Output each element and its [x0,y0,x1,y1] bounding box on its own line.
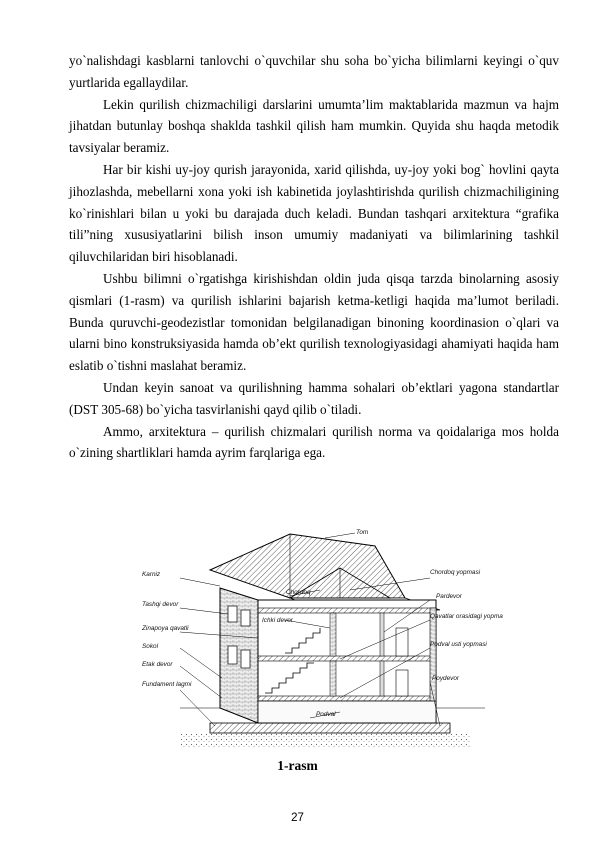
label-zinapoya: Zinapoya qavatli [142,625,189,632]
text-body [69,50,559,464]
label-podval-yopmasi: Podval usti yopmasi [430,641,487,648]
label-tom: Tom [356,529,369,536]
paragraph-5: Undan keyin sanoat va qurilishning hamma sohalari ob’ektlari yagona standartlar (DST 305-68) bo`yicha tasvirlanishi qayd qilib o`tiladi. [69,379,559,417]
building-cutaway-figure [140,528,503,750]
label-podval: Podval [316,711,336,718]
label-qavatlararo: Qavatlar orasidagi yopma [430,613,503,620]
paragraph-4: Ushbu bilimni o`rgatishga kirishishdan oldin juda qisqa tarzda binolarning asosiy qismlari (1-rasm) va qurilish ishlarini bajarish ketma-ketligi haqida ma’lumot beriladi. Bunda quruvchi-geodezistlar tomonidan belgilanadigan binoning koordinasion o`qlari va ularni bino konstruksiyasida hamda ob’ekt qurilish texnologiyasidagi ahamiyati haqida ham eslatib o`tishni maslahat beramiz. [69,270,559,374]
label-karniz: Karniz [142,571,161,578]
page-number: 27 [291,812,304,824]
foundation [210,723,450,733]
label-tashqi-devor: Tashqi devor [142,601,179,608]
label-chordoq-yopmasi: Chordoq yopmasi [430,569,481,576]
paragraph-2: Lekin qurilish chizmachiligi darslarini umumta’lim maktablarida mazmun va hajm jihatdan butunlay boshqa shaklda tashkil qilish ham mumkin. Quyida shu haqda metodik tavsiyalar beramiz. [69,96,559,156]
building-illustration [140,528,503,750]
figure-caption: 1-rasm [277,758,318,773]
label-chordoq: Chordoq [286,589,311,596]
outer-wall [220,588,258,723]
label-sokol: Sokol [142,643,158,650]
label-ichki-devor: Ichki devor [262,617,293,624]
label-etak-devor: Etak devor [142,661,173,668]
label-poydevor: Poydevor [432,675,459,682]
paragraph-1: yo`nalishdagi kasblarni tanlovchi o`quvchilar shu soha bo`yicha bilimlarni keyingi o`quv yurtlarida egallaydilar. [69,53,559,90]
label-fundament: Fundament lagmi [142,681,192,688]
paragraph-6: Ammo, arxitektura – qurilish chizmalari qurilish norma va qoidalariga mos holda o`zining shartliklari hamda ayrim farqlariga ega. [69,423,559,461]
paragraph-3: Har bir kishi uy-joy qurish jarayonida, xarid qilishda, uy-joy yoki bog` hovlini qayta jihozlashda, mebellarni xona yoki ish kabinetida joylashtirishda qurilish chizmachiligining ko`rinishlari bilan u yoki bu darajada duch keladi. Bundan tashqari arxitektura “grafika tili”ning xususiyatlarini bilish inson umumiy madaniyati va bilimlarining tashkil qiluvchilaridan biri hisoblanadi. [69,161,559,265]
label-pardevor: Pardevor [436,593,462,600]
